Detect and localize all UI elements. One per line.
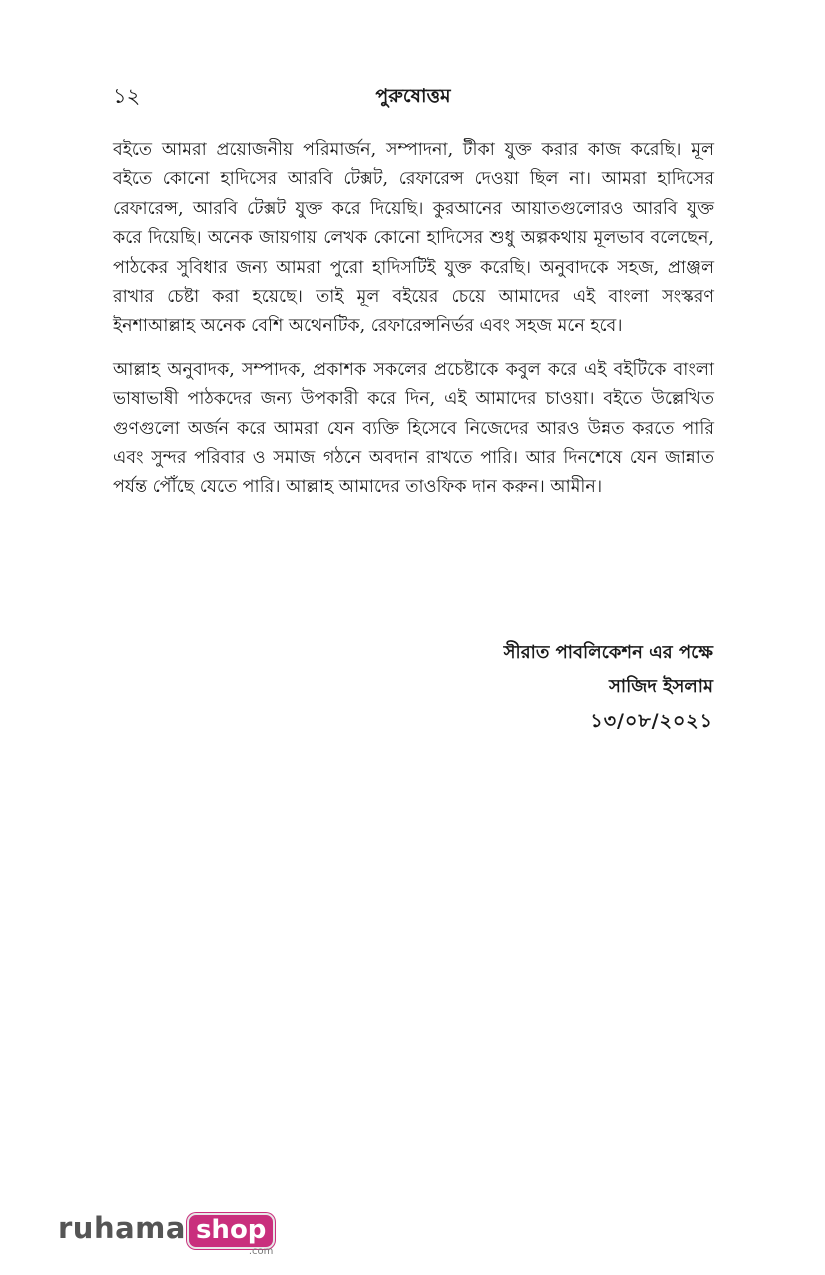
body-text — [113, 136, 714, 517]
page-number: ১২ — [113, 84, 141, 108]
signature-date: ১৩/০৮/২০২১ — [590, 710, 713, 732]
page-header — [113, 78, 713, 114]
running-title: পুরুষোত্তম — [375, 85, 451, 107]
paragraph-2: আল্লাহ অনুবাদক, সম্পাদক, প্রকাশক সকলের প্রচেষ্টাকে কবুল করে এই বইটিকে বাংলা ভাষাভাষী পাঠকদের জন্য উপকারী করে দিন, এই আমাদের চাওয়া। বইতে উল্লেখিত গুণগুলো অর্জন করে আমরা যেন ব্যক্তি হিসেবে নিজেদের আরও উন্নত করতে পারি এবং সুন্দর পরিবার ও সমাজ গঠনে অবদান রাখতে পারি। আর দিনশেষে যেন জান্নাত পর্যন্ত পৌঁছে যেতে পারি। আল্লাহ আমাদের তাওফিক দান করুন। আমীন। — [113, 359, 714, 498]
publisher-line: সীরাত পাবলিকেশন এর পক্ষে — [503, 642, 713, 663]
signature-block — [504, 636, 713, 738]
logo-text-shop: shop — [187, 1213, 275, 1249]
ruhamashop-logo — [58, 1210, 275, 1260]
signer-name: সাজিদ ইসলাম — [609, 676, 713, 697]
logo-text-ruhama: ruhama — [58, 1211, 186, 1245]
paragraph-1: বইতে আমরা প্রয়োজনীয় পরিমার্জন, সম্পাদনা, টীকা যুক্ত করার কাজ করেছি। মূল বইতে কোনো হাদিসের আরবি টেক্সট, রেফারেন্স দেওয়া ছিল না। আমরা হাদিসের রেফারেন্স, আরবি টেক্সট যুক্ত করে দিয়েছি। কুরআনের আয়াতগুলোরও আরবি যুক্ত করে দিয়েছি। অনেক জায়গায় লেখক কোনো হাদিসের শুধু অল্পকথায় মূলভাব বলেছেন, পাঠকের সুবিধার জন্য আমরা পুরো হাদিসটিই যুক্ত করেছি। অনুবাদকে সহজ, প্রাঞ্জল রাখার চেষ্টা করা হয়েছে। তাই মূল বইয়ের চেয়ে আমাদের এই বাংলা সংস্করণ ইনশাআল্লাহ অনেক বেশি অথেনটিক, রেফারেন্সনির্ভর এবং সহজ মনে হবে। — [113, 140, 714, 337]
logo-shop-badge — [187, 1210, 275, 1257]
logo-domain: .com — [248, 1246, 274, 1257]
